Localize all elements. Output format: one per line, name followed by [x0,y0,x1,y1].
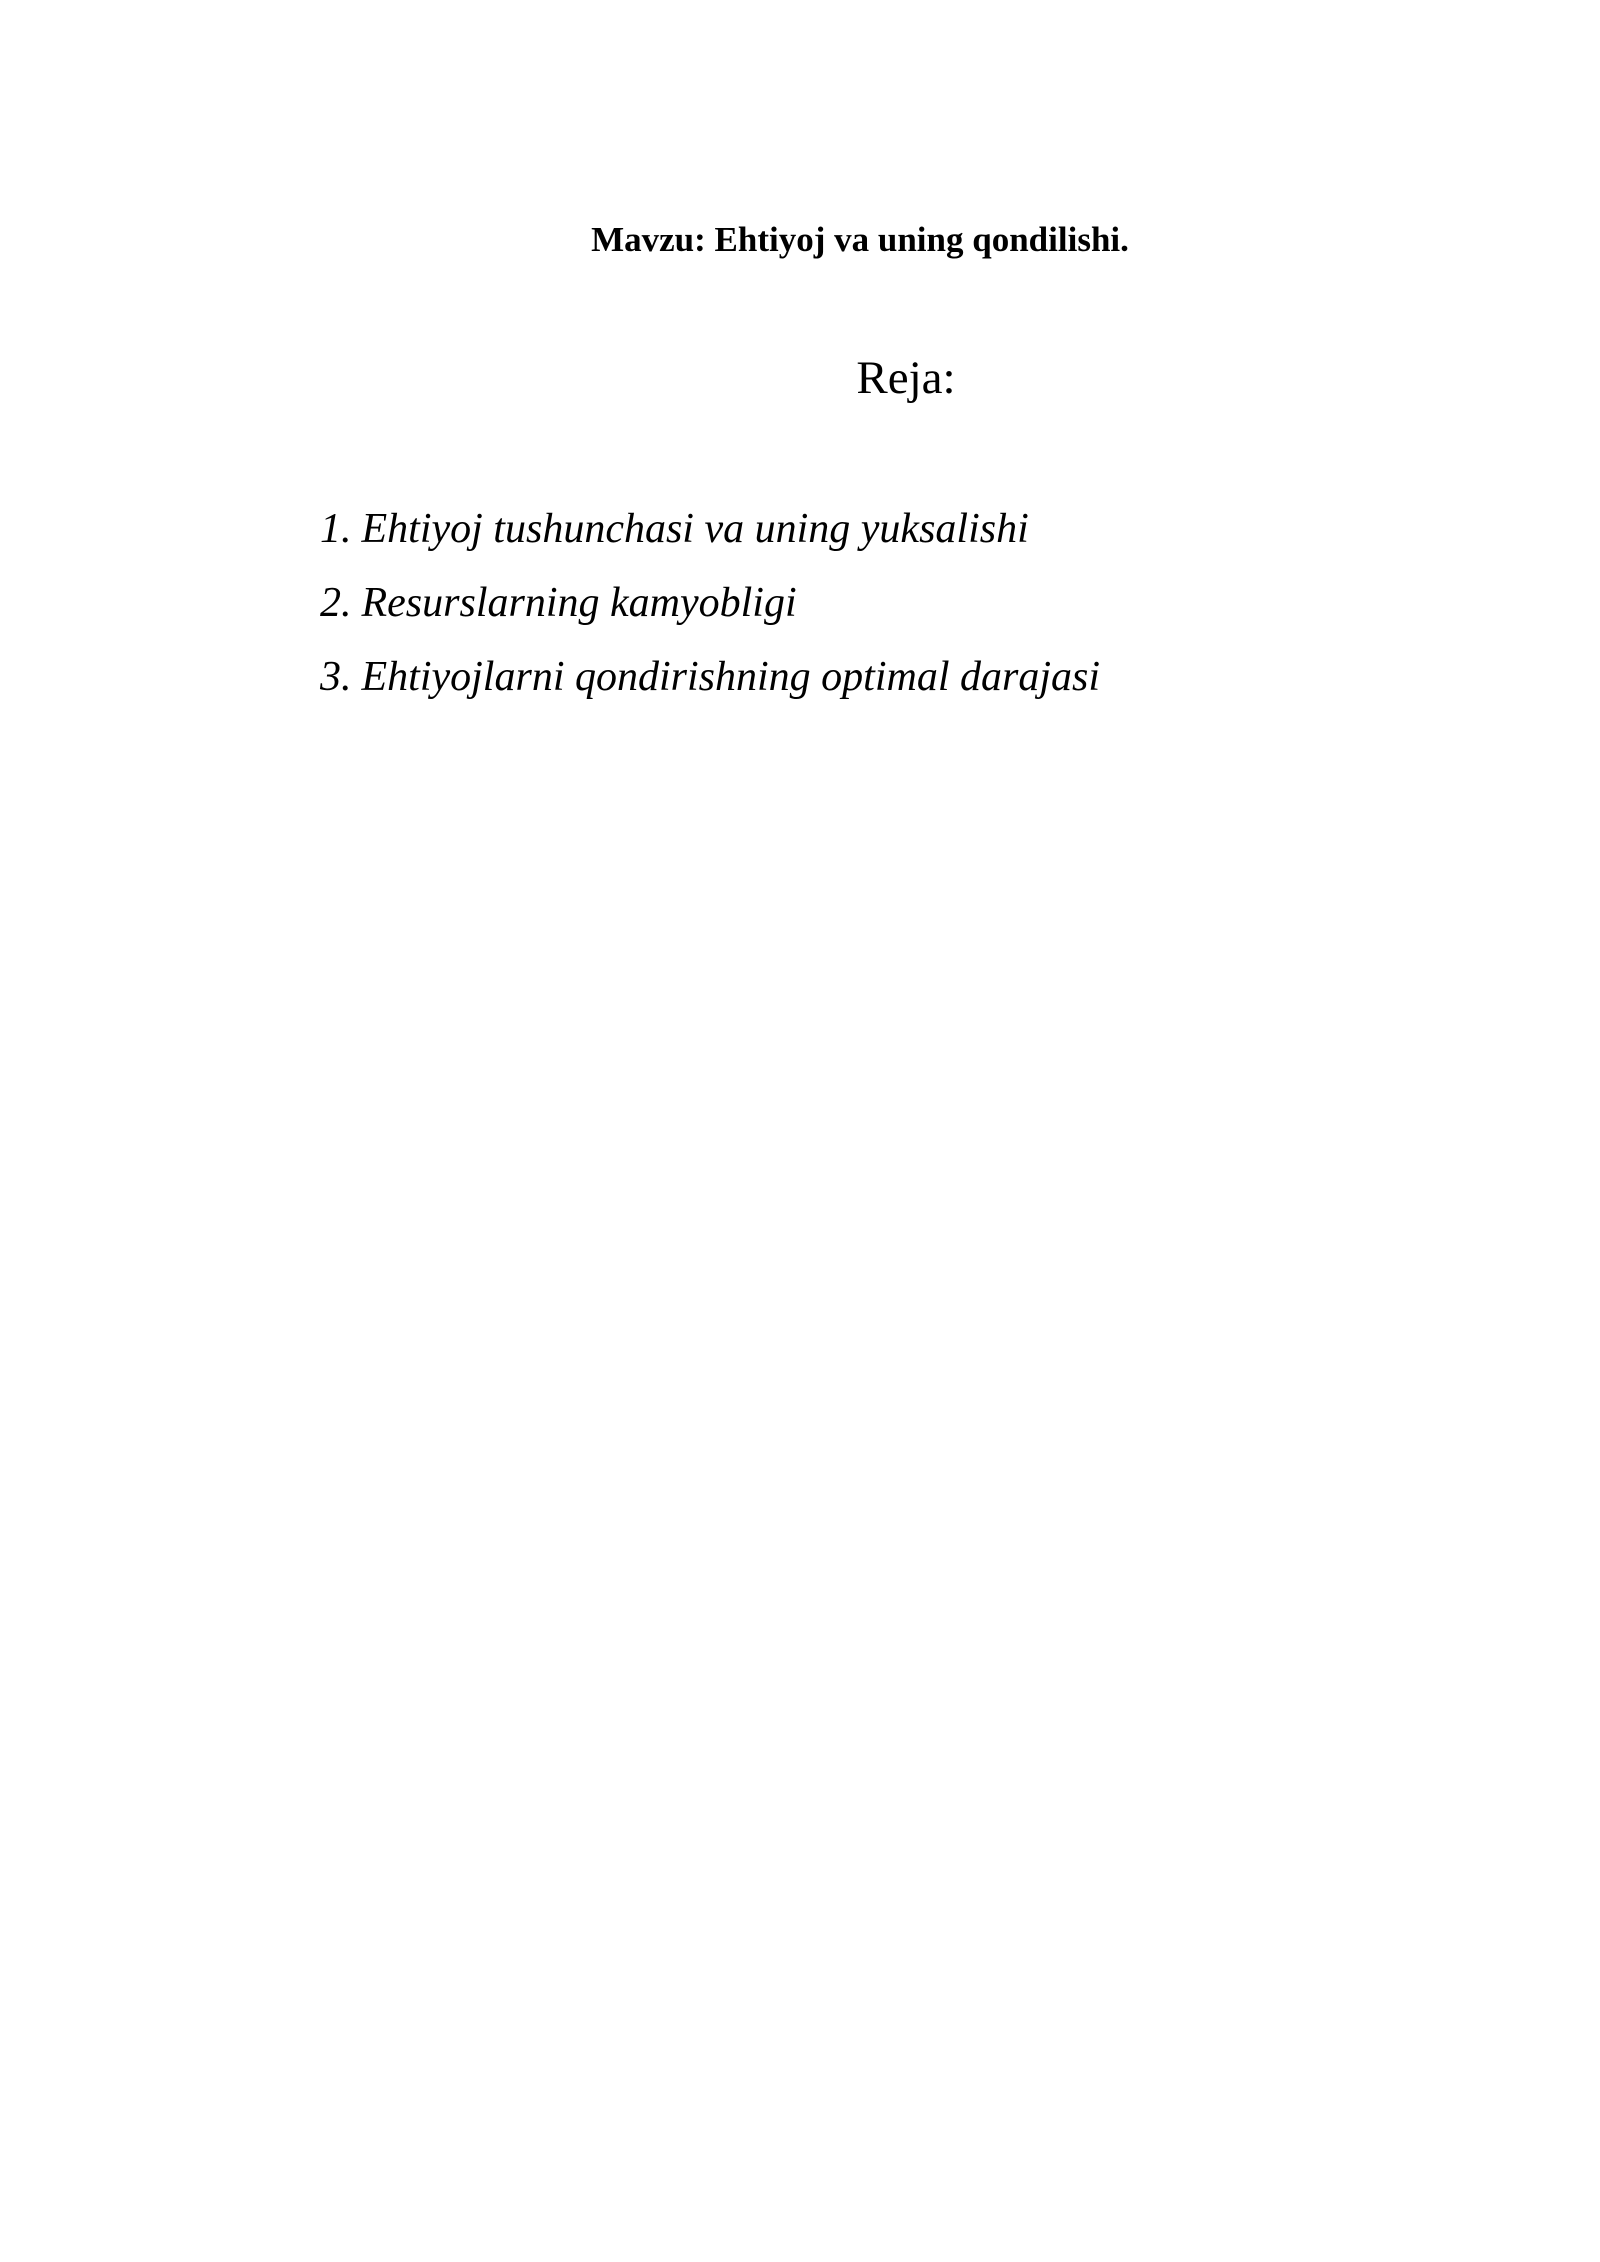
plan-heading: Reja: [856,352,956,404]
document-title: Mavzu: Ehtiyoj va uning qondilishi. [591,220,1129,259]
plan-list [320,492,1100,714]
plan-item-text: Ehtiyoj tushunchasi va uning yuksalishi [361,506,1029,552]
plan-item-text: Ehtiyojlarni qondirishning optimal darajasi [361,654,1101,700]
plan-item-text: Resurslarning kamyobligi [361,580,797,626]
plan-item-3 [320,640,1100,714]
plan-item-number: 3. [320,654,352,700]
plan-item-2 [320,566,1100,640]
plan-item-number: 2. [320,580,352,626]
plan-item-number: 1. [320,506,352,552]
plan-item-1 [320,492,1100,566]
